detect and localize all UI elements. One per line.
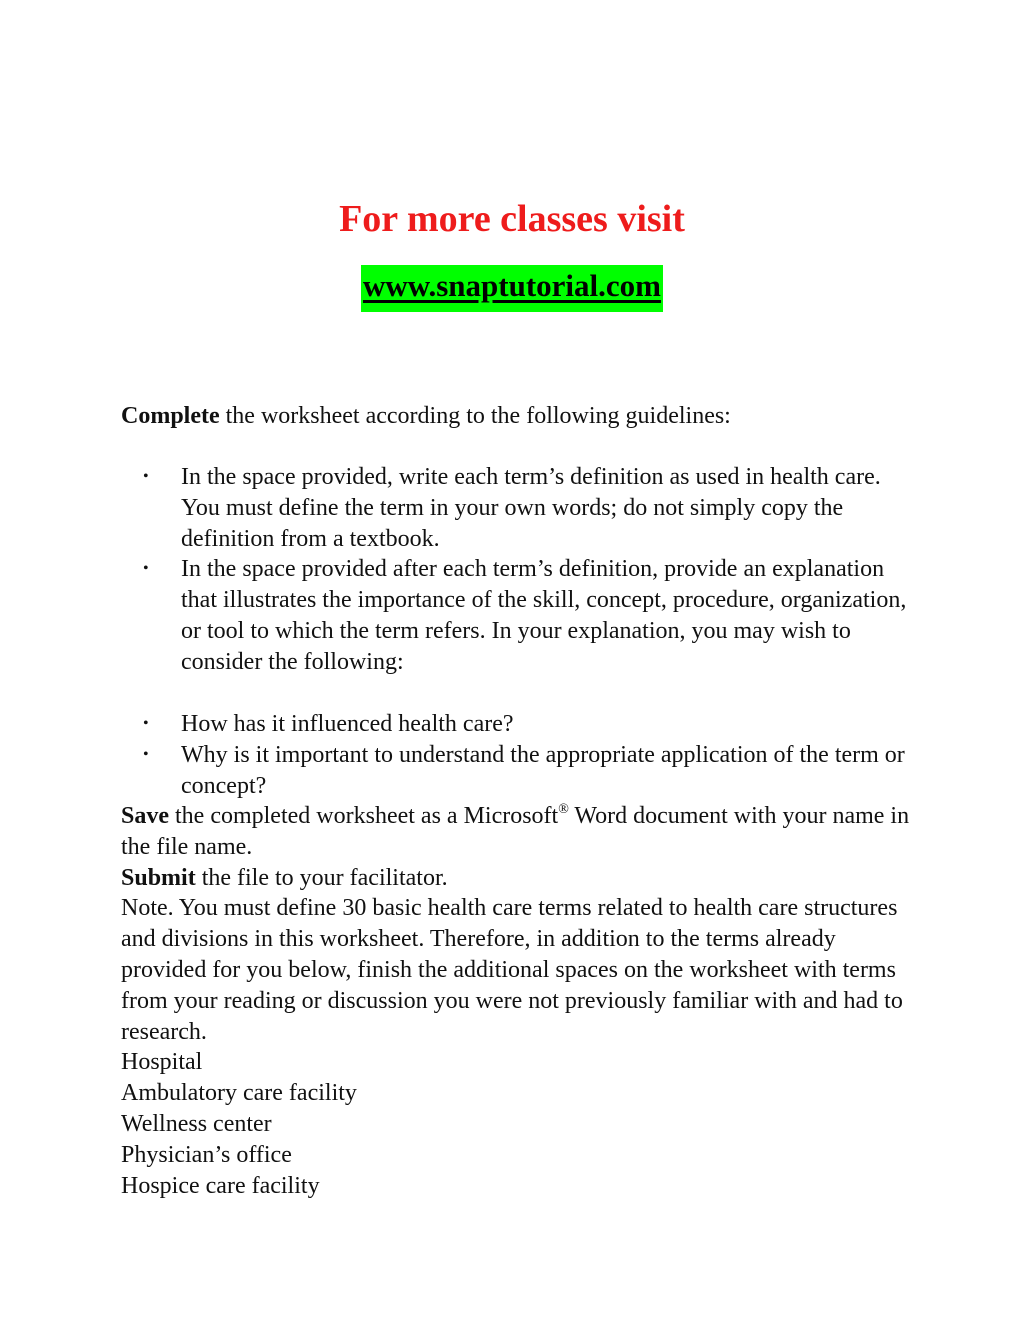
term-item: Ambulatory care facility — [121, 1080, 357, 1107]
question-text: Why is it important to understand the appropriate application of the term or concept? — [181, 741, 905, 799]
term-item: Physician’s office — [121, 1141, 292, 1168]
promo-link-container — [0, 265, 1024, 312]
term-item: Hospital — [121, 1049, 203, 1076]
questions-list — [121, 709, 911, 801]
save-paragraph — [121, 801, 911, 863]
term-item: Wellness center — [121, 1110, 272, 1137]
bullet-icon: • — [143, 745, 149, 763]
note-paragraph: Note. You must define 30 basic health care terms related to health care structures and divisions in this worksheet. Therefore, in addition to the terms already provided for you below, finish the additional spaces on the worksheet with terms from your reading or discussion you were not previously familiar with and had to research. — [121, 895, 903, 1045]
question-text: How has it influenced health care? — [181, 711, 514, 737]
registered-mark: ® — [558, 802, 569, 817]
submit-text: the file to your facilitator. — [195, 864, 448, 891]
instructions-section — [121, 801, 911, 1201]
term-item: Hospice care facility — [121, 1172, 320, 1199]
intro-bold-word: Complete — [121, 403, 220, 429]
snaptutorial-link[interactable]: www.snaptutorial.com — [361, 265, 663, 312]
submit-bold-word: Submit — [121, 864, 196, 891]
intro-paragraph — [121, 401, 911, 432]
submit-paragraph — [121, 863, 911, 894]
guidelines-list — [121, 462, 911, 678]
question-item — [121, 709, 911, 740]
intro-text: the worksheet according to the following guidelines: — [219, 403, 731, 429]
bullet-icon: • — [143, 715, 149, 732]
guideline-text: In the space provided, write each term’s definition as used in health care. You must define the term in your own words; do not simply copy the definition from a textbook. — [181, 464, 881, 552]
save-text-part1: the completed worksheet as a Microsoft — [169, 803, 559, 829]
guideline-text: In the space provided after each term’s definition, provide an explanation that illustrates the importance of the skill, concept, procedure, organization, or tool to which the term refers. In your explanation, you may wish to consider the following: — [181, 556, 907, 675]
bullet-icon: • — [143, 468, 149, 485]
save-text-part2: Word document with your name in the file name. — [121, 803, 910, 860]
bullet-icon: • — [143, 560, 149, 578]
question-item — [121, 740, 911, 802]
promo-title: For more classes visit — [339, 198, 685, 240]
guideline-item — [121, 554, 911, 677]
save-bold-word: Save — [121, 803, 169, 829]
guideline-item — [121, 462, 911, 554]
